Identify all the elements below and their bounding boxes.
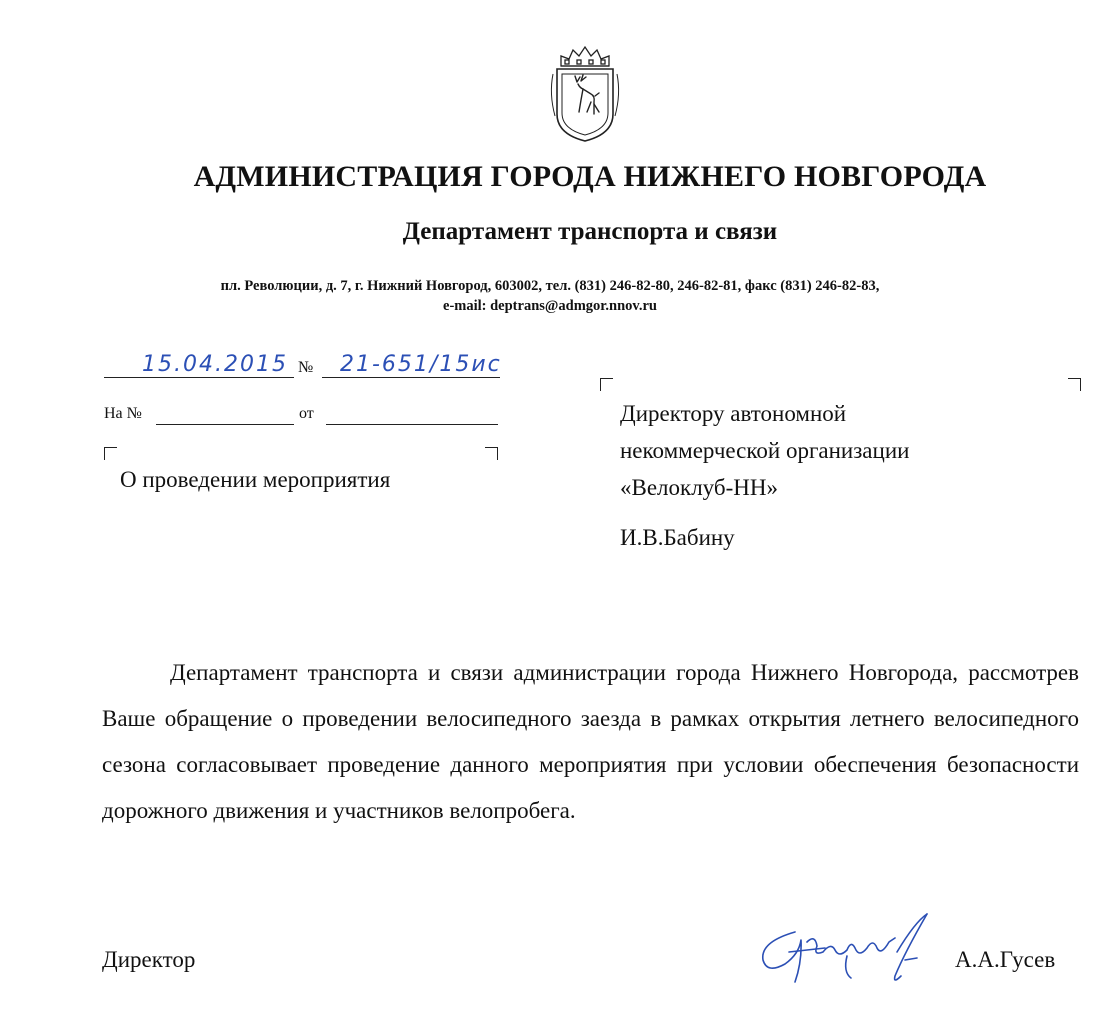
addressee-bracket-right <box>1068 378 1081 391</box>
number-label: № <box>298 359 314 376</box>
addressee-bracket-left <box>600 378 613 391</box>
addressee-block <box>620 395 909 506</box>
addressee-organization-name: «Велоклуб-НН» <box>620 475 778 500</box>
address-line: пл. Революции, д. 7, г. Нижний Новгород, 603002, тел. (831) 246-82-80, 246-82-81, факс (831) 246-82-83, <box>220 278 880 294</box>
handwritten-signature <box>755 912 970 992</box>
addressee-name: И.В.Бабину <box>620 525 735 550</box>
date-underline <box>104 377 294 378</box>
addressee-position: Директору автономной <box>620 401 847 426</box>
letter-subject: О проведении мероприятия <box>120 467 391 492</box>
subject-bracket-right <box>485 447 498 460</box>
addressee-organization: некоммерческой организации <box>620 438 910 463</box>
reply-number-label: На № <box>104 405 142 422</box>
email-line: e-mail: deptrans@admgor.nnov.ru <box>443 298 657 314</box>
subject-bracket-left <box>104 447 117 460</box>
signer-role: Директор <box>102 947 196 972</box>
reply-number-underline <box>156 424 294 425</box>
department-title: Департамент транспорта и связи <box>402 218 778 245</box>
reply-date-underline <box>326 424 498 425</box>
department-contacts <box>0 276 1100 316</box>
signer-name: А.А.Гусев <box>955 947 1056 972</box>
reply-date-label: от <box>299 405 314 422</box>
outgoing-date: 15.04.2015 <box>142 352 288 377</box>
organization-title: АДМИНИСТРАЦИЯ ГОРОДА НИЖНЕГО НОВГОРОДА <box>193 160 987 193</box>
letter-body: Департамент транспорта и связи администрации города Нижнего Новгорода, рассмотрев Ваше обращение о проведении велосипедного заезда в рамках открытия летнего велосипедного сезона согласовывает проведение данного мероприятия при условии обеспечения безопасности дорожного движения и участников велопробега. <box>102 660 1079 823</box>
city-coat-of-arms-emblem <box>547 44 623 144</box>
number-underline <box>322 377 500 378</box>
outgoing-number: 21-651/15ис <box>340 352 502 377</box>
